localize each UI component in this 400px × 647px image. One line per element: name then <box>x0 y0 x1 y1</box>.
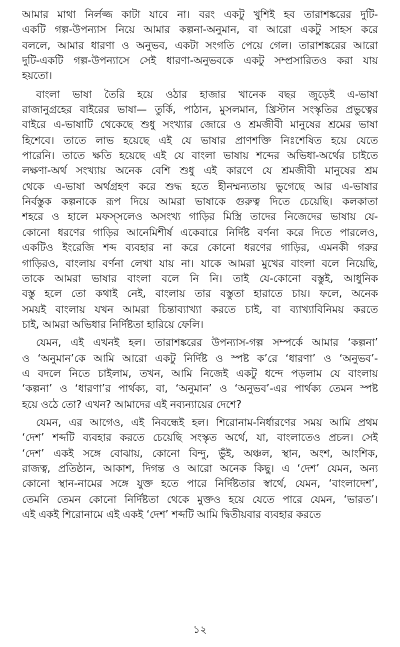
text-line: সময়ই বাংলায় যখন আমরা চিন্তাব্যাখ্যা করতে চাই, বা ব্যাখ্যাবিনিময় করতে <box>22 303 378 316</box>
text-line: বস্তু হলে তো কথাই নেই, বাংলায় তার বস্তুতা হারাতে চায়। ফলে, অনেক <box>22 288 378 301</box>
paragraph <box>22 416 378 523</box>
text-line: দুটি-একটি গল্প-উপন্যাসে সেই ধারণা-অনুভবকে একটু সম্প্রসারিতও করা যায় <box>22 55 378 68</box>
text-line: এই একই শিরোনামে এই একই ‘দেশ’ শব্দটি আমি দ্বিতীয়বার ব্যবহার করতে <box>22 509 321 521</box>
text-line: যেমন, এই এখনই হল। তারাশঙ্করের উপন্যাস-গল্প সম্পর্কে আমার ‘কল্পনা’ <box>36 337 378 350</box>
text-line: যেমন, এর আগেও, এই নিবন্ধেই হল। শিরোনাম-নির্ধারণের সময় আমি প্রথম <box>36 416 378 429</box>
text-line: হয়ে ওঠে তো? এখন? আমাদের এই নব্যন্যায়ের দেশে? <box>22 398 242 411</box>
text-line: এ বদলে নিতে চাইলাম, তখন, আমি নিজেই একটু ধন্দে পড়লাম যে বাংলায় <box>22 367 378 380</box>
text-line: বললে, আমার ধারণা ও অনুভব, একটা সংগতি পেয়ে গেল। তারাশঙ্করের আরো <box>22 39 378 52</box>
text-line: তাকে আমরা ভাষার বাংলা বলে নি নি। তাই যে-কোনো বস্তুই, আধুনিক <box>22 272 378 285</box>
page-number: ১২ <box>193 624 207 636</box>
text-line: বাংলা ভাষা তৈরি হয়ে ওঠার হাজার খানেক বছর জুড়েই এ-ভাষা <box>36 88 378 101</box>
text-line: পারেনি। তাতে ক্ষতি হয়েছে এই যে বাংলা ভাষায় শব্দের অভিধা-অর্থের চাইতে <box>22 150 378 163</box>
text-line: হিশেবে। তাতে লাভ হয়েছে এই যে ভাষার প্রাণশক্তি নিঃশেষিত হয়ে যেতে <box>22 134 378 147</box>
paragraph <box>22 8 378 85</box>
paragraph <box>22 88 378 334</box>
text-line: বাইরে এ-ভাষাটি থেকেছে শুধু সংখ্যার জোরে ও শ্রমজীবী মানুষের শ্রমের ভাষা <box>22 119 378 132</box>
text-line: ‘দেশ’ একই সঙ্গে বোঝায়, কোনো বিন্দু, ভুঁই, অঞ্চল, স্থান, অংশ, আংশিক, <box>22 447 378 460</box>
paragraph <box>22 336 378 413</box>
text-line: কোনো ধরণের গাড়ির আনেমিশীর্ষ একেবারে নির্দিষ্ট বর্ণনা করে দিতে পারলেও, <box>22 226 378 239</box>
text-line: থেকে এ-ভাষা অর্থগ্রহণ করে শুদ্ধ হতে হীনম্মন্যতায় ভুগেছে আর এ-ভাষার <box>22 180 378 193</box>
text-line: লক্ষণা-অর্থ সংখ্যায় অনেক বেশি শুধু এই কারণে যে শ্রমজীবী মানুষের শ্রম <box>22 165 378 178</box>
text-line: শহরে ও হালে মফস্সলেও অসংখ্য গাড়ির মিস্ত্রি তাদের নিজেদের ভাষায় যে- <box>22 211 378 224</box>
text-line: ও ‘অনুমান’কে আমি আরো একটু নির্দিষ্ট ও স্পষ্ট ক’রে ‘ধারণা’ ও ‘অনুভব’- <box>22 352 378 365</box>
text-line: হয়তো। <box>22 70 53 83</box>
text-line: রাজত্ব, প্রতিষ্ঠান, আকাশ, দিগন্ত ও আরো অনেক কিছু। এ ‘দেশ’ যেমন, অন্য <box>22 462 378 475</box>
text-line: তেমনি তেমন কোনো নির্দিষ্টতা থেকে মুক্তও হয়ে যেতে পারে যেমন, ‘ভারত’। <box>22 493 378 506</box>
text-line: গাড়িরও, বাংলায় বর্ণনা লেখা যায় না। যাকে আমরা মুখের বাংলা বলে নিয়েছি, <box>22 257 378 270</box>
text-line: আমার মাথা নির্লজ্জ কাটা যাবে না। বরং একটু খুশিই হব তারাশঙ্করের দুটি- <box>22 9 378 21</box>
body-text <box>22 8 378 523</box>
text-line: চাই, আমরা অভিধার নির্দিষ্টতা হারিয়ে ফেলি। <box>22 318 204 331</box>
text-line: কোনো স্থান-নামের সঙ্গে যুক্ত হতে পারে নির্দিষ্টতার স্বার্থে, যেমন, ‘বাংলাদেশ’, <box>22 478 378 491</box>
text-line: নির্বস্তুক কল্পনাকে রূপ দিয়ে আমরা ভাষাকে গুরুত্ব দিতে চেয়েছি। কলকাতা <box>22 196 378 209</box>
text-line: একটিও ইংরেজি শব্দ ব্যবহার না করে কোনো ধরণের গাড়ির, এমনকী গরুর <box>22 242 378 255</box>
text-line: ‘কল্পনা’ ও ‘ধারণা’র পার্থক্য, বা, ‘অনুমান’ ও ‘অনুভব’-এর পার্থক্য তেমন স্পষ্ট <box>22 383 378 396</box>
text-line: একটি গল্প-উপন্যাস নিয়ে আমার কল্পনা-অনুমান, বা আরো একটু সাহস করে <box>22 24 378 37</box>
text-line: ‘দেশ’ শব্দটি ব্যবহার করতে চেয়েছি সংস্কৃত অর্থে, যা, বাংলাতেও প্রচল। সেই <box>22 432 378 445</box>
text-line: রাজানুগ্রহের বাইরের ভাষা— তুর্কি, পাঠান, মুসলমান, খ্রিস্টান সংস্কৃতির প্রভুত্বের <box>22 104 378 117</box>
